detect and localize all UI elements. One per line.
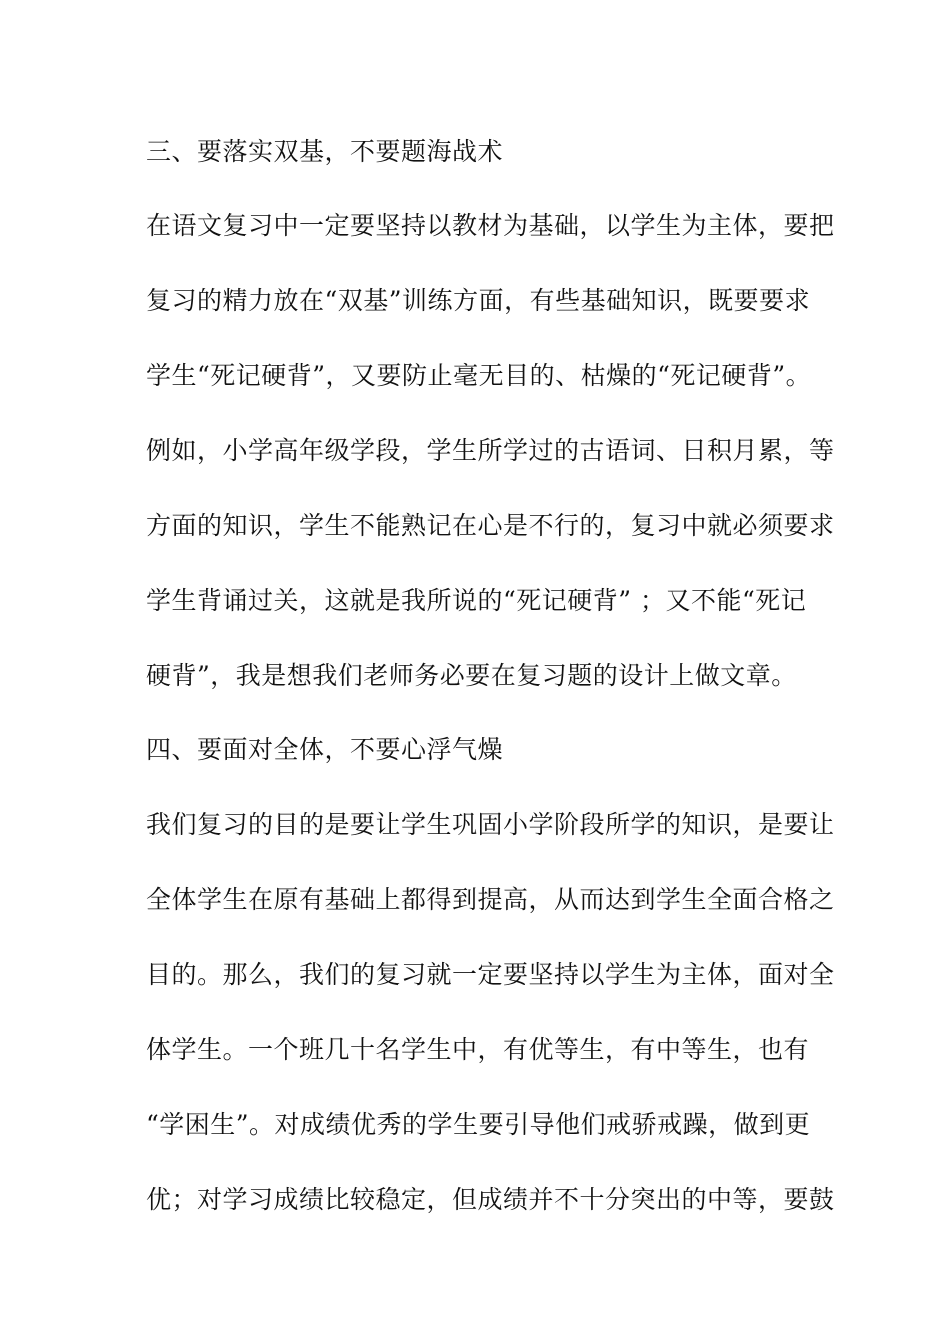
paragraph-line: 我们复习的目的是要让学生巩固小学阶段所学的知识，是要让	[146, 810, 835, 839]
paragraph-line: 体学生。一个班几十名学生中，有优等生，有中等生，也有	[146, 1035, 810, 1064]
section-heading-3: 三、要落实双基，不要题海战术	[146, 137, 504, 166]
section-heading-4: 四、要面对全体，不要心浮气燥	[146, 735, 504, 764]
paragraph-line: 方面的知识，学生不能熟记在心是不行的，复习中就必须要求	[146, 511, 835, 540]
paragraph-line: 复习的精力放在“双基”训练方面，有些基础知识，既要要求	[146, 286, 811, 315]
paragraph-line: 例如，小学高年级学段，学生所学过的古语词、日积月累，等	[146, 436, 835, 465]
paragraph-line: 全体学生在原有基础上都得到提高，从而达到学生全面合格之	[146, 885, 835, 914]
paragraph-line: 优；对学习成绩比较稳定，但成绩并不十分突出的中等，要鼓	[146, 1185, 835, 1214]
paragraph-line: 在语文复习中一定要坚持以教材为基础，以学生为主体，要把	[146, 211, 835, 240]
paragraph-line: 学生“死记硬背”，又要防止毫无目的、枯燥的“死记硬背”。	[146, 361, 812, 390]
paragraph-line: 硬背”，我是想我们老师务必要在复习题的设计上做文章。	[146, 661, 797, 690]
paragraph-line: 学生背诵过关，这就是我所说的“死记硬背” ；又不能“死记	[146, 586, 807, 615]
paragraph-line: 目的。那么，我们的复习就一定要坚持以学生为主体，面对全	[146, 960, 835, 989]
paragraph-line: “学困生”。对成绩优秀的学生要引导他们戒骄戒躁，做到更	[146, 1110, 811, 1139]
